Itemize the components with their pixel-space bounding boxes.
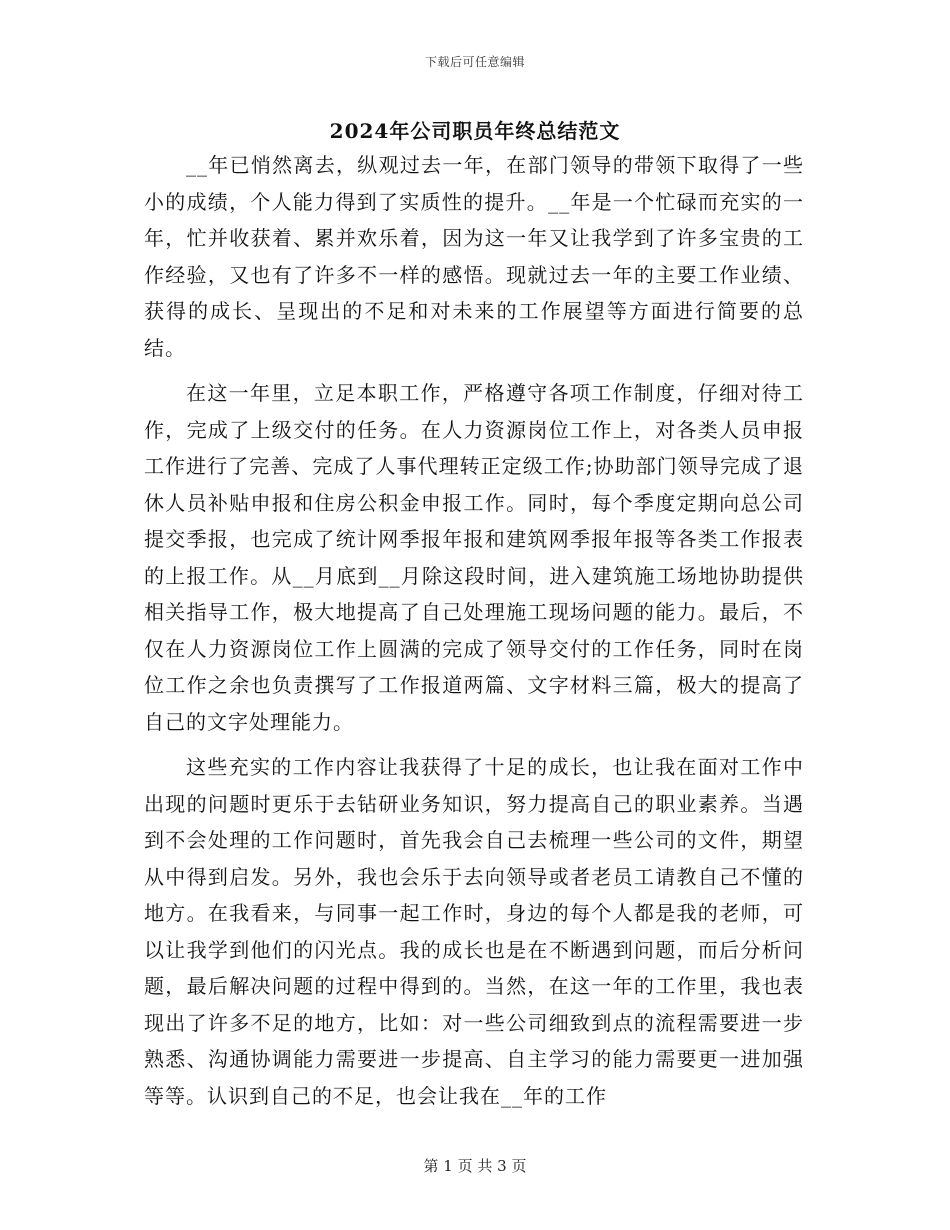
page-header-note: 下载后可任意编辑 bbox=[424, 55, 525, 69]
page-number: 第 1 页 共 3 页 bbox=[423, 1157, 527, 1175]
document-body bbox=[144, 147, 804, 1123]
body-paragraph: __年已悄然离去，纵观过去一年，在部门领导的带领下取得了一些小的成绩，个人能力得到了实质性的提升。__年是一个忙碌而充实的一年，忙并收获着、累并欢乐着，因为这一年又让我学到了许多宝贵的工作经验，又也有了许多不一样的感悟。现就过去一年的主要工作业绩、获得的成长、呈现出的不足和对未来的工作展望等方面进行简要的总结。 bbox=[144, 153, 804, 360]
body-paragraph: 这些充实的工作内容让我获得了十足的成长，也让我在面对工作中出现的问题时更乐于去钻研业务知识，努力提高自己的职业素养。当遇到不会处理的工作问题时，首先我会自己去梳理一些公司的文件，期望从中得到启发。另外，我也会乐于去向领导或者老员工请教自己不懂的地方。在我看来，与同事一起工作时，身边的每个人都是我的老师，可以让我学到他们的闪光点。我的成长也是在不断遇到问题，而后分析问题，最后解决问题的过程中得到的。当然，在这一年的工作里，我也表现出了许多不足的地方，比如：对一些公司细致到点的流程需要进一步熟悉、沟通协调能力需要进一步提高、自主学习的能力需要更一进加强等等。认识到自己的不足，也会让我在__年的工作 bbox=[144, 755, 804, 1108]
document-title: 2024年公司职员年终总结范文 bbox=[329, 119, 621, 143]
body-paragraph: 在这一年里，立足本职工作，严格遵守各项工作制度，仔细对待工作，完成了上级交付的任务。在人力资源岗位工作上，对各类人员申报工作进行了完善、完成了人事代理转正定级工作;协助部门领导完成了退休人员补贴申报和住房公积金申报工作。同时，每个季度定期向总公司提交季报，也完成了统计网季报年报和建筑网季报年报等各类工作报表的上报工作。从__月底到__月除这段时间，进入建筑施工场地协助提供相关指导工作，极大地提高了自己处理施工现场问题的能力。最后，不仅在人力资源岗位工作上圆满的完成了领导交付的工作任务，同时在岗位工作之余也负责撰写了工作报道两篇、文字材料三篇，极大的提高了自己的文字处理能力。 bbox=[144, 381, 804, 734]
